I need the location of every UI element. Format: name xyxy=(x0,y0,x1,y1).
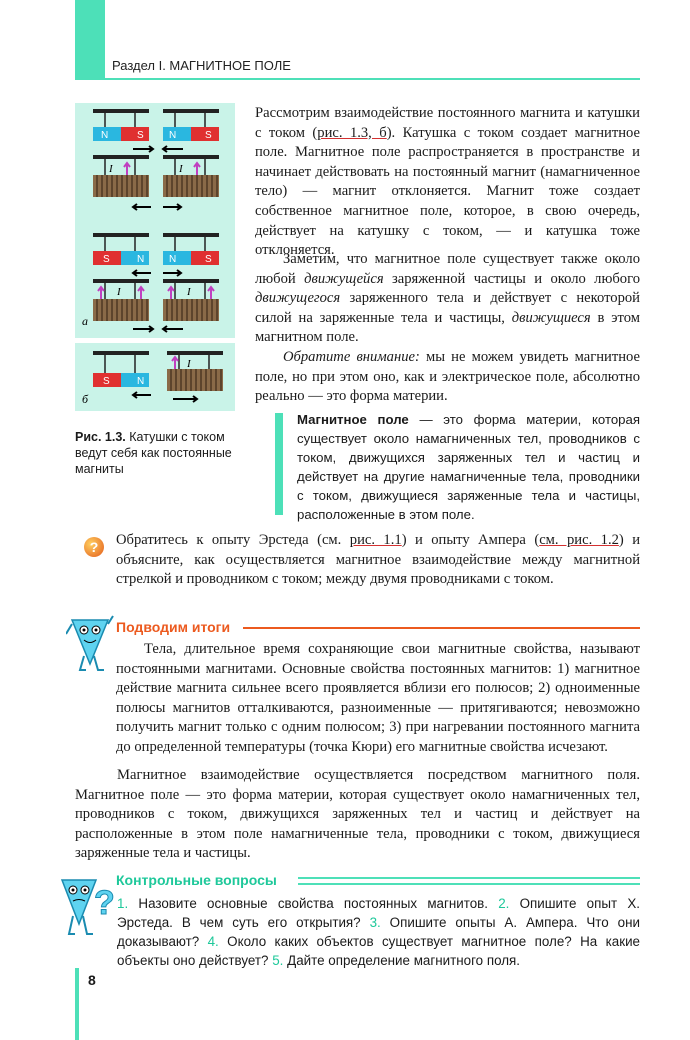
summary-rule xyxy=(243,627,640,629)
svg-text:?: ? xyxy=(94,884,114,922)
section-title: Раздел I. МАГНИТНОЕ ПОЛЕ xyxy=(112,58,291,73)
page-number: 8 xyxy=(88,972,96,988)
current-label: I xyxy=(109,163,113,175)
definition-box: Магнитное поле — это форма материи, которая существует около намагниченных тел, проводников с током, движущихся заряженных тел и частиц и действует на другие намагниченные тела, проводники с током, движущиеся заряженные тела и частицы, расположенные в этом поле. xyxy=(297,412,640,522)
footer-accent-bar xyxy=(75,968,79,1040)
control-rule xyxy=(298,877,640,879)
current-label: I xyxy=(187,286,191,298)
figure-label-b: б xyxy=(82,392,89,406)
summary-paragraph-2: Магнитное взаимодействие осуществляется посредством магнитного поля. Магнитное поле — это форма материи, которая существует около намагниченных тел, проводников с током, движущихся заряженных тел и частиц и действует на расположенные в этом поле намагниченные тела, проводники с током, движущиеся заряженные тела и частицы. xyxy=(75,767,640,862)
figure-reference-link[interactable]: рис. 1.3, б xyxy=(317,124,387,141)
pole-label: S xyxy=(205,130,212,141)
pole-label: N xyxy=(101,130,109,141)
pole-label: S xyxy=(137,130,144,141)
paragraph-1: Рассмотрим взаимодействие постоянного магнита и катушки с током (рис. 1.3, б). Катушка с током создает магнитное поле. Магнитное поле распространяется в пространстве и начинает действовать на постоянный магнит (намагниченное тело) — магнит отклоняется. Магнит тоже создает собственное магнитное поле, которое, в свою очередь, действует на катушку с током, — и катушка тоже отклоняется. xyxy=(255,105,640,259)
control-questions-heading: Контрольные вопросы xyxy=(116,872,277,888)
header-accent-bar xyxy=(75,0,105,78)
control-questions-list: 1. Назовите основные свойства постоянных магнитов. 2. Опишите опыт Х. Эрстеда. В чем суть его открытия? 3. Опишите опыты А. Ампера. Что они доказывают? 4. Около каких объектов существует магнитное поле? На какие объекты оно действует? 5. Дайте определение магнитного поля. xyxy=(117,896,640,968)
figure-1-3-b xyxy=(75,343,235,411)
definition-term: Магнитное поле xyxy=(297,412,409,427)
current-label: I xyxy=(187,358,191,370)
paragraph-3: Обратите внимание: мы не можем увидеть магнитное поле, но при этом оно, как и электрическое поле, абсолютно реально — это форма материи. xyxy=(255,349,640,405)
control-rule xyxy=(298,883,640,885)
pole-label: S xyxy=(103,376,110,387)
figure-caption-text: Катушки с током ведут себя как постоянные магниты xyxy=(75,430,232,476)
paragraph-2: Заметим, что магнитное поле существует также около любой движущейся заряженной частицы и около любого движущегося заряженного тела и действует с некоторой силой на заряженные тела и частицы, движущиеся в этом магнитном поле. xyxy=(255,251,640,346)
pole-label: N xyxy=(137,254,145,265)
definition-accent-bar xyxy=(275,413,283,515)
current-label: I xyxy=(117,286,121,298)
summary-heading: Подводим итоги xyxy=(116,619,231,635)
figure-caption xyxy=(75,429,245,477)
question-text: Обратитесь к опыту Эрстеда (см. рис. 1.1) и опыту Ампера (см. рис. 1.2) и объясните, как осуществляется магнитное взаимодействие между магнитной стрелкой и проводником с током; между двумя проводниками с током. xyxy=(116,532,641,588)
summary-paragraph-1: Тела, длительное время сохраняющие свои магнитные свойства, называют постоянными магнитами. Основные свойства постоянных магнитов: 1) магнитное действие магнита сильнее всего проявляется вблизи его полюсов; 2) одноименные полюсы магнитов отталкиваются, разноименные — притягиваются; невозможно получить магнит только с одним полюсом; 3) при нагревании постоянного магнита до определенной температуры (точка Кюри) его магнитные свойства исчезают. xyxy=(116,641,640,755)
pole-label: N xyxy=(169,254,177,265)
mascot-icon xyxy=(66,612,114,674)
pole-label: S xyxy=(103,254,110,265)
figure-reference-link[interactable]: рис. 1.1 xyxy=(349,532,402,548)
figure-caption-label: Рис. 1.3. xyxy=(75,430,126,444)
figure-1-3-a xyxy=(75,103,235,338)
figure-reference-link[interactable]: см. рис. 1.2 xyxy=(539,532,619,548)
pole-label: S xyxy=(205,254,212,265)
question-icon: ? xyxy=(84,537,104,557)
pole-label: N xyxy=(137,376,145,387)
mascot-question-icon xyxy=(58,870,114,940)
figure-label-a: а xyxy=(82,314,88,328)
pole-label: N xyxy=(169,130,177,141)
header-rule xyxy=(75,78,640,80)
current-label: I xyxy=(179,163,183,175)
